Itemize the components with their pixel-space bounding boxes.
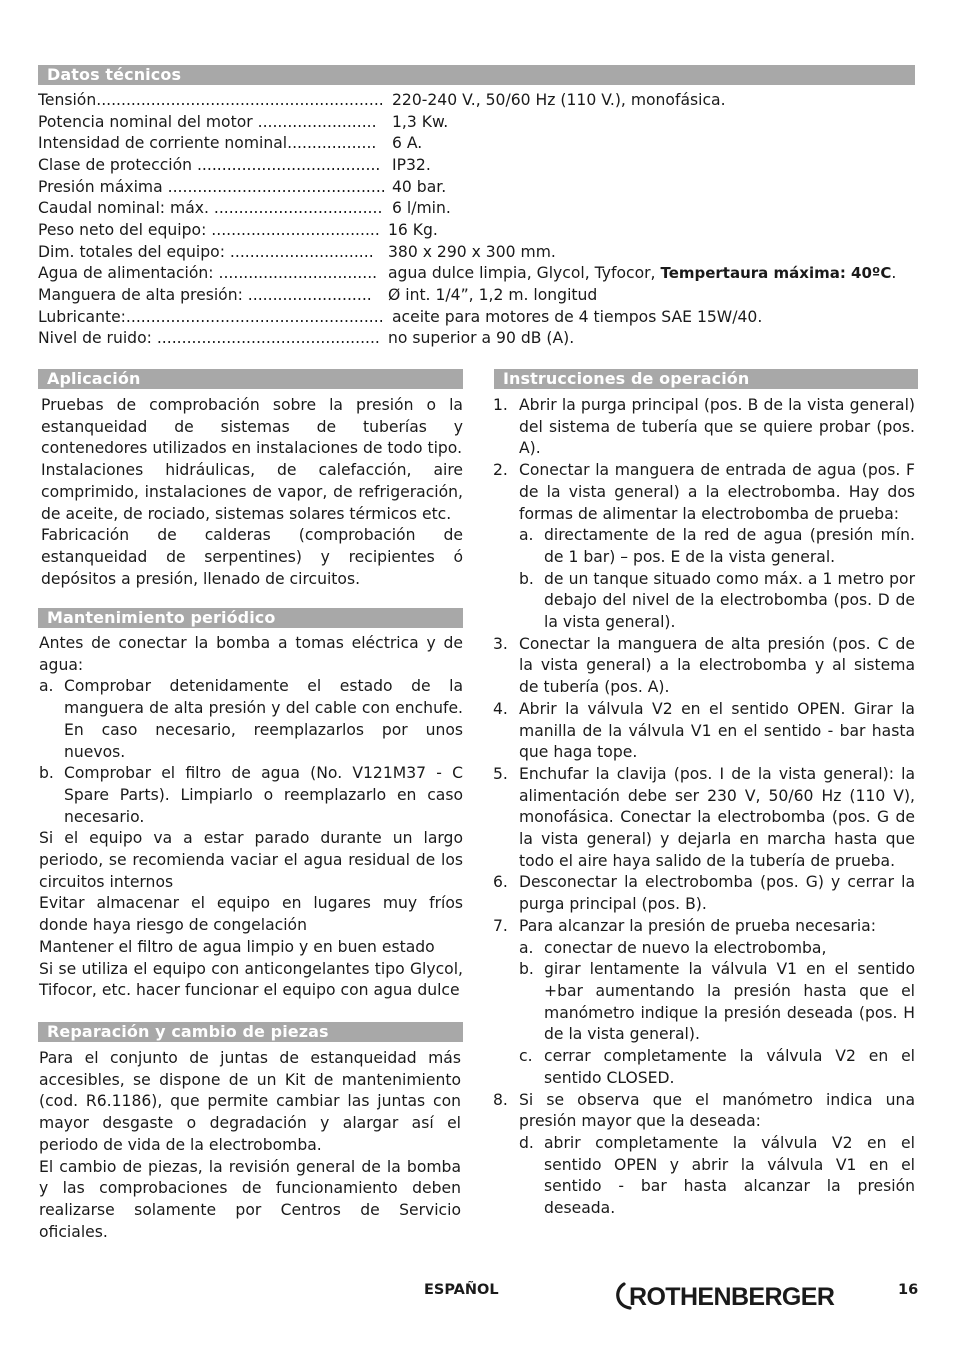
- spec-value-text: no superior a 90 dB (A).: [388, 329, 575, 347]
- spec-value-text: agua dulce limpia, Glycol, Tyfocor,: [388, 264, 656, 282]
- step-number: 3.: [493, 634, 508, 653]
- step-text: Desconectar la electrobomba (pos. G) y cerrar la purga principal (pos. B).: [519, 873, 915, 914]
- substep-text: abrir completamente la válvula V2 en el sentido OPEN y abrir la válvula V1 en el sentido - bar hasta alcanzar la presión deseada.: [544, 1133, 915, 1218]
- spec-value: [388, 263, 896, 285]
- mantenimiento-text: [39, 633, 463, 1002]
- substep-marker: b.: [519, 960, 534, 979]
- spec-label: Nivel de ruido: .............................................: [38, 329, 380, 347]
- instrucciones-list: [493, 395, 915, 1220]
- spec-row: [38, 90, 915, 112]
- section-header-instrucciones: Instrucciones de operación: [494, 369, 918, 389]
- spec-value: [388, 242, 556, 264]
- list-marker: a.: [39, 677, 54, 696]
- substep-marker: c.: [519, 1047, 533, 1066]
- list-marker: b.: [39, 764, 54, 783]
- substep-text: conectar de nuevo la electrobomba,: [544, 938, 827, 957]
- substep-marker: d.: [519, 1133, 534, 1152]
- paragraph: Instalaciones hidráulicas, de calefacción, aire comprimido, instalaciones de vapor, de refrigeración, de aceite, de rociado, sistemas solares térmicos etc.: [41, 461, 463, 523]
- language-label: ESPAÑOL: [424, 1282, 499, 1298]
- aplicacion-text: [41, 395, 463, 590]
- substep-text: cerrar completamente la válvula V2 en el sentido CLOSED.: [544, 1047, 915, 1087]
- step-number: 4.: [493, 699, 508, 718]
- spec-value-text: IP32.: [392, 156, 431, 174]
- section-header-datos-tecnicos: Datos técnicos: [38, 65, 915, 85]
- brand-text: ROTHENBERGER: [629, 1283, 835, 1311]
- spec-row: [38, 133, 915, 155]
- spec-value: [392, 90, 726, 112]
- spec-value-text: aceite para motores de 4 tiempos SAE 15W/40.: [392, 308, 763, 326]
- instruction-substep: [493, 1133, 915, 1220]
- paragraph: Si se utiliza el equipo con anticongelantes tipo Glycol, Tifocor, etc. hacer funcionar el equipo con agua dulce: [39, 959, 463, 1000]
- spec-value-text: 220-240 V., 50/60 Hz (110 V.), monofásica.: [392, 91, 726, 109]
- spec-label: Intensidad de corriente nominal..................: [38, 134, 377, 152]
- spec-row: [38, 285, 915, 307]
- step-number: 6.: [493, 873, 508, 892]
- step-number: 2.: [493, 461, 508, 480]
- instruction-substep: [493, 938, 915, 960]
- spec-value: [392, 307, 762, 329]
- paragraph: Si el equipo va a estar parado durante un largo periodo, se recomienda vaciar el agua residual de los circuitos internos: [39, 829, 463, 891]
- section-header-mantenimiento: Mantenimiento periódico: [38, 608, 463, 628]
- paragraph: Evitar almacenar el equipo en lugares muy fríos donde haya riesgo de congelación: [39, 894, 463, 935]
- spec-row: [38, 177, 915, 199]
- spec-row: [38, 112, 915, 134]
- spec-label: Presión máxima ............................................: [38, 178, 386, 196]
- spec-value: [392, 112, 448, 134]
- spec-row: [38, 328, 915, 350]
- spec-label: Caudal nominal: máx. ..................................: [38, 199, 383, 217]
- list-item: [39, 676, 463, 763]
- instruction-step: [493, 916, 915, 938]
- step-text: Enchufar la clavija (pos. I de la vista general): la alimentación debe ser 230 V, 50/60 Hz (110 V), monofásica. Conectar la electrobomba (pos. G de la vista general) y dejarla en marcha hasta que todo el aire haya salido de la tubería de prueba.: [519, 764, 915, 870]
- spec-value: [392, 155, 431, 177]
- spec-label: Dim. totales del equipo: .............................: [38, 243, 374, 261]
- substep-marker: a.: [519, 526, 534, 545]
- instruction-substep: [493, 569, 915, 634]
- instruction-step: [493, 460, 915, 525]
- spec-value-text: 1,3 Kw.: [392, 113, 449, 131]
- spec-value-text: 6 A.: [392, 134, 423, 152]
- spec-label: Tensión..........................................................: [38, 91, 384, 109]
- spec-row: [38, 307, 915, 329]
- section-header-aplicacion: Aplicación: [38, 369, 463, 389]
- instruction-step: [493, 872, 915, 915]
- spec-value-emphasis: Tempertaura máxima: 40ºC: [660, 264, 892, 282]
- substep-text: directamente de la red de agua (presión mín. de 1 bar) – pos. E de la vista general.: [544, 526, 915, 566]
- spec-value: [392, 133, 422, 155]
- spec-value: [392, 198, 451, 220]
- step-text: Para alcanzar la presión de prueba necesaria:: [519, 916, 876, 935]
- instruction-step: [493, 699, 915, 764]
- spec-label: Potencia nominal del motor ........................: [38, 113, 377, 131]
- spec-value-tail: .: [891, 264, 897, 282]
- instruction-step: [493, 634, 915, 699]
- spec-label: Lubricante:....................................................: [38, 308, 384, 326]
- spec-label: Peso neto del equipo: ..................................: [38, 221, 380, 239]
- step-number: 5.: [493, 764, 508, 783]
- paragraph: Mantener el filtro de agua limpio y en buen estado: [39, 937, 435, 956]
- spec-row: [38, 198, 915, 220]
- spec-value: [392, 177, 446, 199]
- spec-value-text: 40 bar.: [392, 178, 447, 196]
- spec-row: [38, 242, 915, 264]
- substep-marker: b.: [519, 569, 534, 588]
- substep-marker: a.: [519, 938, 534, 957]
- spec-value-text: 6 l/min.: [392, 199, 451, 217]
- spec-row: [38, 263, 915, 285]
- step-number: 7.: [493, 916, 508, 935]
- substep-text: girar lentamente la válvula V1 en el sentido +bar aumentando la presión hasta que el manómetro indique la presión deseada (pos. H de la vista general).: [544, 960, 915, 1044]
- spec-row: [38, 220, 915, 242]
- instruction-step: [493, 764, 915, 873]
- instruction-step: [493, 1090, 915, 1133]
- spec-value: [388, 285, 597, 307]
- step-number: 8.: [493, 1090, 508, 1109]
- spec-label: Clase de protección .....................................: [38, 156, 381, 174]
- paragraph: Fabricación de calderas (comprobación de estanqueidad de serpentines) y recipientes ó depósitos a presión, llenado de circuitos.: [41, 526, 463, 588]
- list-item-text: Comprobar el filtro de agua (No. V121M37 - C Spare Parts). Limpiarlo o reemplazarlo en caso necesario.: [64, 764, 463, 826]
- step-text: Conectar la manguera de alta presión (pos. C de la vista general) a la electrobomba y al sistema de tubería (pos. A).: [519, 634, 915, 697]
- page-number: 16: [898, 1282, 919, 1298]
- brand-mark-icon: [612, 1278, 857, 1314]
- instruction-substep: [493, 959, 915, 1046]
- spec-value: [388, 220, 438, 242]
- paragraph: Antes de conectar la bomba a tomas eléctrica y de agua:: [39, 634, 463, 674]
- step-text: Abrir la purga principal (pos. B de la vista general) del sistema de tubería que se quiere probar (pos. A).: [519, 396, 915, 458]
- step-text: Abrir la válvula V2 en el sentido OPEN. Girar la manilla de la válvula V1 en el sentido - bar hasta que haga tope.: [519, 699, 915, 762]
- spec-value-text: Ø int. 1/4”, 1,2 m. longitud: [388, 286, 598, 304]
- instruction-step: [493, 395, 915, 460]
- rothenberger-logo: [612, 1278, 857, 1314]
- spec-label: Agua de alimentación: ................................: [38, 264, 378, 282]
- spec-value-text: 16 Kg.: [388, 221, 438, 239]
- spec-value-text: 380 x 290 x 300 mm.: [388, 243, 556, 261]
- step-text: Si se observa que el manómetro indica una presión mayor que la deseada:: [519, 1090, 915, 1131]
- step-text: Conectar la manguera de entrada de agua (pos. F de la vista general) a la electrobomba. Hay dos formas de alimentar la electrobomba de prueba:: [519, 461, 915, 523]
- list-item: [39, 763, 463, 828]
- paragraph: Pruebas de comprobación sobre la presión o la estanqueidad de sistemas de tuberías y contenedores utilizados en instalaciones de todo tipo.: [41, 396, 463, 458]
- paragraph: Para el conjunto de juntas de estanqueidad más accesibles, se dispone de un Kit de mantenimiento (cod. R6.1186), que permite cambiar las juntas con mayor desgaste o degradación y alargar así el periodo de vida de la electrobomba.: [39, 1049, 461, 1154]
- section-header-reparacion: Reparación y cambio de piezas: [38, 1022, 463, 1042]
- spec-row: [38, 155, 915, 177]
- list-item-text: Comprobar detenidamente el estado de la manguera de alta presión y del cable con enchufe. En caso necesario, reemplazarlos por unos nuevos.: [64, 677, 463, 761]
- instruction-substep: [493, 1046, 915, 1089]
- spec-label: Manguera de alta presión: .........................: [38, 286, 372, 304]
- spec-value: [388, 328, 574, 350]
- instruction-substep: [493, 525, 915, 568]
- paragraph: El cambio de piezas, la revisión general de la bomba y las comprobaciones de funcionamiento deben realizarse solamente por Centros de Servicio oficiales.: [39, 1157, 461, 1241]
- step-number: 1.: [493, 396, 508, 414]
- reparacion-text: [39, 1048, 461, 1243]
- substep-text: de un tanque situado como máx. a 1 metro por debajo del nivel de la electrobomba (pos. D de la vista general).: [544, 569, 915, 632]
